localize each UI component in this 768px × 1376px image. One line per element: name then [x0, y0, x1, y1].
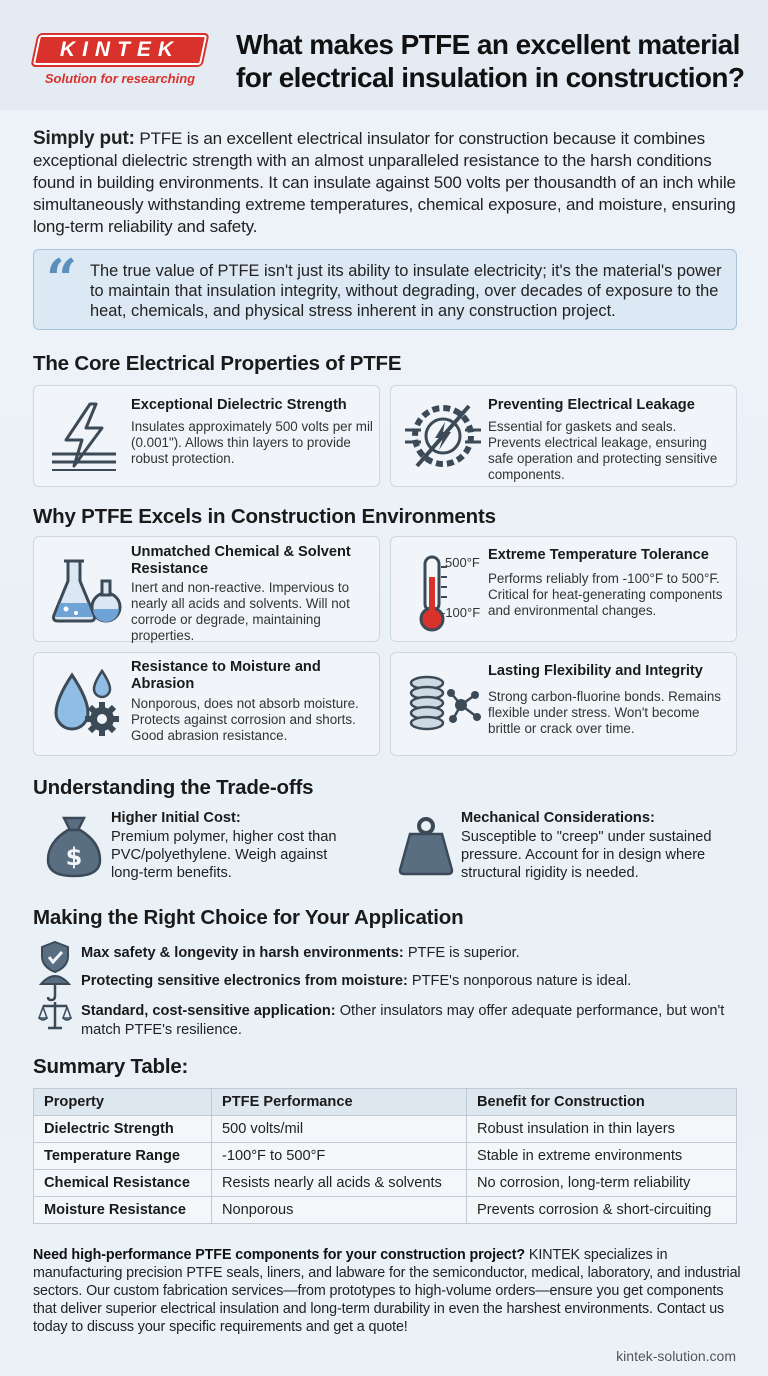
table-cell: -100°F to 500°F: [212, 1143, 467, 1170]
water-drops-gear-icon: [46, 665, 126, 745]
table-header-row: [34, 1089, 737, 1116]
card-temperature-tolerance: [390, 536, 737, 642]
card-text: Inert and non-reactive. Impervious to nearly all acids and solvents. Will not corrode or degrade, maintaining properties.: [131, 580, 350, 643]
table-header: Benefit for Construction: [467, 1089, 737, 1116]
card-title: Extreme Temperature Tolerance: [488, 547, 709, 563]
footer-url-link[interactable]: kintek-solution.com: [616, 1348, 736, 1364]
thermo-low-label: -100°F: [441, 605, 481, 620]
choice-bold: Max safety & longevity in harsh environments:: [81, 945, 404, 961]
tradeoff-text-cost: Premium polymer, higher cost than PVC/polyethylene. Weigh against long-term benefits.: [111, 829, 337, 881]
table-header: Property: [34, 1089, 212, 1116]
table-header: PTFE Performance: [212, 1089, 467, 1116]
table-cell: Chemical Resistance: [34, 1170, 212, 1197]
choice-bold: Standard, cost-sensitive application:: [81, 1003, 336, 1019]
card-dielectric-strength: [33, 385, 380, 487]
weight-icon: [394, 814, 458, 878]
choice-text: PTFE is superior.: [403, 945, 520, 961]
card-text: Performs reliably from -100°F to 500°F. Critical for heat-generating components and environmental changes.: [488, 571, 723, 618]
section-title-summary: Summary Table:: [33, 1055, 189, 1078]
table-row: [34, 1197, 737, 1224]
tradeoff-text-mechanical: Susceptible to "creep" under sustained pressure. Account for in design where structural rigidity is needed.: [461, 829, 712, 881]
card-chemical-resistance: [33, 536, 380, 642]
card-title: Unmatched Chemical & Solvent Resistance: [131, 544, 351, 577]
card-title: Resistance to Moisture and Abrasion: [131, 659, 321, 692]
page-title: What makes PTFE an excellent material for electrical insulation in construction?: [236, 29, 745, 93]
logo-tagline: Solution for researching: [44, 71, 196, 86]
umbrella-icon: [38, 968, 72, 1002]
card-moisture-abrasion: [33, 652, 380, 756]
cta-lead: Need high-performance PTFE components for your construction project?: [33, 1247, 526, 1263]
coil-molecule-icon: [403, 665, 483, 745]
summary-table: [33, 1088, 737, 1224]
card-text: Nonporous, does not absorb moisture. Protects against corrosion and shorts. Good abrasion resistance.: [131, 696, 359, 743]
section-title-core-properties: The Core Electrical Properties of PTFE: [33, 352, 402, 375]
table-row: [34, 1116, 737, 1143]
table-row: [34, 1143, 737, 1170]
money-bag-icon: [40, 812, 108, 880]
card-text: Insulates approximately 500 volts per mil (0.001"). Allows thin layers to provide robust protection.: [131, 419, 373, 466]
cta-body: KINTEK specializes in manufacturing precision PTFE seals, liners, and labware for the semiconductor, medical, laboratory, and industrial sectors. Our custom fabrication services—from prototypes to high-volume orders—ensure you get components that deliver superior electrical insulation and long-term durability in even the harshest environments. Contact us today to discuss your specific requirements and get a quote!: [33, 1247, 741, 1335]
cta-paragraph: [33, 1246, 743, 1336]
card-title: Lasting Flexibility and Integrity: [488, 663, 703, 679]
table-cell: Temperature Range: [34, 1143, 212, 1170]
header: [0, 0, 768, 110]
table-cell: Stable in extreme environments: [467, 1143, 737, 1170]
scales-icon: [38, 998, 72, 1032]
tradeoff-title-cost: Higher Initial Cost:: [111, 810, 241, 826]
card-title: Preventing Electrical Leakage: [488, 397, 695, 413]
card-text: Strong carbon-fluorine bonds. Remains flexible under stress. Won't become brittle or crack over time.: [488, 689, 721, 736]
lightning-insulation-icon: [46, 396, 126, 476]
kintek-logo[interactable]: [30, 35, 210, 90]
table-cell: Prevents corrosion & short-circuiting: [467, 1197, 737, 1224]
thermo-high-label: 500°F: [445, 555, 480, 570]
tradeoff-title-mechanical: Mechanical Considerations:: [461, 810, 655, 826]
svg-text:$: $: [65, 843, 83, 871]
intro-lead: Simply put:: [33, 128, 135, 149]
intro-paragraph: [33, 128, 743, 238]
card-electrical-leakage: [390, 385, 737, 487]
table-cell: Moisture Resistance: [34, 1197, 212, 1224]
card-text: Essential for gaskets and seals. Prevents electrical leakage, ensuring safe operation and protecting sensitive components.: [488, 419, 718, 482]
quote-mark-icon: “: [46, 247, 78, 311]
table-cell: No corrosion, long-term reliability: [467, 1170, 737, 1197]
quote-box: [33, 249, 737, 330]
intro-body: PTFE is an excellent electrical insulator for construction because it combines exceptional dielectric strength with an almost unparalleled resistance to the harsh conditions found in building environments. It can insulate against 500 volts per thousandth of an inch while simultaneously withstanding extreme temperatures, chemical exposure, and moisture, ensuring long-term reliability and safety.: [33, 129, 736, 236]
table-cell: Nonporous: [212, 1197, 467, 1224]
choice-text: Other insulators may offer adequate performance, but won't match PTFE's resilience.: [81, 1003, 725, 1038]
section-title-choice: Making the Right Choice for Your Application: [33, 906, 464, 929]
lab-flasks-icon: [46, 551, 126, 631]
quote-text: The true value of PTFE isn't just its ability to insulate electricity; it's the material's power to maintain that insulation integrity, without degrading, over decades of exposure to the heat, chemicals, and physical stress inherent in any construction project.: [90, 262, 722, 320]
section-title-tradeoffs: Understanding the Trade-offs: [33, 776, 314, 799]
choice-text: PTFE's nonporous nature is ideal.: [407, 973, 632, 989]
logo-text: KINTEK: [59, 38, 181, 61]
table-cell: 500 volts/mil: [212, 1116, 467, 1143]
choice-item: [33, 998, 733, 1038]
table-cell: Dielectric Strength: [34, 1116, 212, 1143]
table-row: [34, 1170, 737, 1197]
table-cell: Robust insulation in thin layers: [467, 1116, 737, 1143]
card-title: Exceptional Dielectric Strength: [131, 397, 347, 413]
choice-bold: Protecting sensitive electronics from moisture:: [81, 973, 408, 989]
section-title-environments: Why PTFE Excels in Construction Environments: [33, 505, 496, 528]
card-flexibility-integrity: [390, 652, 737, 756]
table-cell: Resists nearly all acids & solvents: [212, 1170, 467, 1197]
gasket-leak-prevention-icon: [403, 396, 483, 476]
